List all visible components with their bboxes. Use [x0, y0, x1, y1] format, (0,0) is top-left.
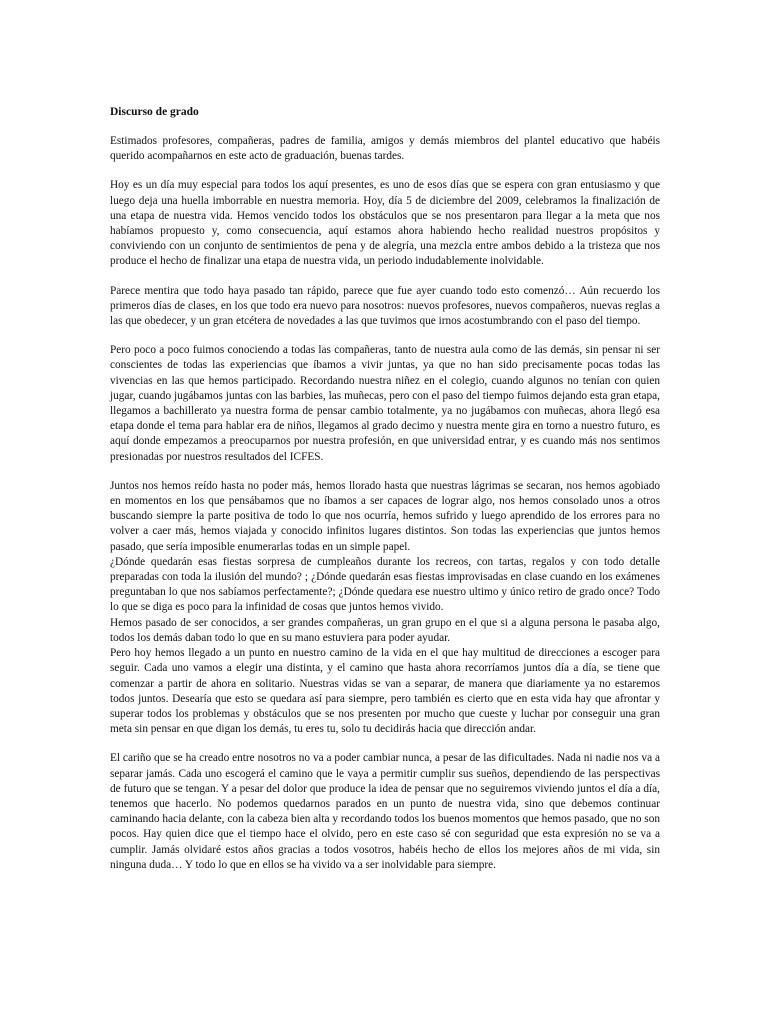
paragraph-memories: Parece mentira que todo haya pasado tan rápido, parece que fue ayer cuando todo esto comenzó… Aún recuerdo los primeros días de clases, en los que todo era nuevo para nosotros: nuevos profesores, nuevos compañeros, nuevas reglas a las que obedecer, y un gran etcétera de novedades a las que tuvimos que irnos acostumbrando con el paso del tiempo. [110, 284, 660, 328]
document-title: Discurso de grado [110, 106, 199, 118]
paragraph-greeting: Estimados profesores, compañeras, padres de familia, amigos y demás miembros del plantel educativo que habéis querido acompañarnos en este acto de graduación, buenas tardes. [110, 135, 660, 163]
paragraph-affection: El cariño que se ha creado entre nosotros no va a poder cambiar nunca, a pesar de las dificultades. Nada ni nadie nos va a separar jamás. Cada uno escogerá el camino que le vaya a permitir cumplir sus sueños, dependiendo de las perspectivas de futuro que se tengan. Y a pesar del dolor que produce la idea de pensar que no seguiremos viviendo juntos el día a día, tenemos que hacerlo. No podemos quedarnos parados en un punto de nuestra vida, sino que debemos continuar caminando hacia delante, con la cabeza bien alta y recordando todos los buenos momentos que hemos pasado, que no son pocos. Hay quien dice que el tiempo hace el olvido, pero en este caso sé con seguridad que esta expresión no se va a cumplir. Jamás olvidaré estos años gracias a todos vosotros, habéis hecho de ellos los mejores años de mi vida, sin ninguna duda… Y todo lo que en ellos se ha vivido va a ser inolvidable para siempre. [110, 752, 660, 871]
paragraph-group: Hemos pasado de ser conocidos, a ser grandes compañeras, un gran grupo en el que si a alguna persona le pasaba algo, todos los demás daban todo lo que en su mano estuviera para poder ayudar. [110, 616, 660, 644]
document-page [110, 104, 660, 873]
paragraph-together: Juntos nos hemos reído hasta no poder más, hemos llorado hasta que nuestras lágrimas se secaran, nos hemos agobiado en momentos en los que pensábamos que no íbamos a ser capaces de lograr algo, nos hemos consolado unos a otros buscando siempre la parte positiva de todo lo que nos ocurría, hemos sufrido y luego aprendido de los errores para no volver a caer más, hemos viajada y conocido infinitos lugares distintos. Son todas las experiencias que juntos hemos pasado, que sería imposible enumerarlas todas en un simple papel. [110, 479, 660, 553]
paragraph-paths: Pero hoy hemos llegado a un punto en nuestro camino de la vida en el que hay multitud de direcciones a escoger para seguir. Cada uno vamos a elegir una distinta, y el camino que hasta ahora recorríamos juntos día a día, se tiene que comenzar a partir de ahora en solitario. Nuestras vidas se van a separar, de manera que diariamente ya no estaremos todos juntos. Desearía que esto se quedara así para siempre, pero también es cierto que en esta vida hay que afrontar y superar todos los problemas y obstáculos que se nos presenten por mucho que cueste y luchar por conseguir una gran meta sin pensar en que digan los demás, tu eres tu, solo tu decidirás hacia que dirección andar. [110, 647, 660, 736]
paragraph-classmates: Pero poco a poco fuimos conociendo a todas las compañeras, tanto de nuestra aula como de las demás, sin pensar ni ser conscientes de todas las experiencias que íbamos a vivir juntas, ya que no han sido precisamente pocas todas las vivencias en las que hemos participado. Recordando nuestra niñez en el colegio, cuando algunos no tenían con quien jugar, cuando jugábamos juntas con las barbies, las muñecas, pero con el paso del tiempo fuimos dejando esta gran etapa, llegamos a bachillerato ya nuestra forma de pensar cambio totalmente, ya no jugábamos con muñecas, ahora llegó esa etapa donde el tema para hablar era de niños, llegamos al grado decimo y nuestra mente gira en torno a nuestro futuro, es aquí donde empezamos a preocuparnos por nuestra profesión, en que universidad entrar, y es cuando más nos sentimos presionadas por nuestros resultados del ICFES. [110, 344, 660, 463]
paragraph-questions: ¿Dónde quedarán esas fiestas sorpresa de cumpleaños durante los recreos, con tartas, regalos y con todo detalle preparadas con toda la ilusión del mundo? ; ¿Dónde quedarán esas fiestas improvisadas en clase cuando en los exámenes preguntaban lo que nos sabíamos perfectamente?; ¿Dónde quedara ese nuestro ultimo y único retiro de grado once? Todo lo que se diga es poco para la infinidad de cosas que juntos hemos vivido. [110, 555, 660, 614]
paragraph-special-day: Hoy es un día muy especial para todos los aquí presentes, es uno de esos días que se espera con gran entusiasmo y que luego deja una huella imborrable en nuestra memoria. Hoy, día 5 de diciembre del 2009, celebramos la finalización de una etapa de nuestra vida. Hemos vencido todos los obstáculos que se nos presentaron para llegar a la meta que nos habíamos propuesto y, como consecuencia, aquí estamos ahora habiendo hecho realidad nuestros propósitos y conviviendo con un conjunto de sentimientos de pena y de alegría, una mezcla entre ambos debido a la tristeza que nos produce el hecho de finalizar una etapa de nuestra vida, un periodo indudablemente inolvidable. [110, 179, 660, 268]
